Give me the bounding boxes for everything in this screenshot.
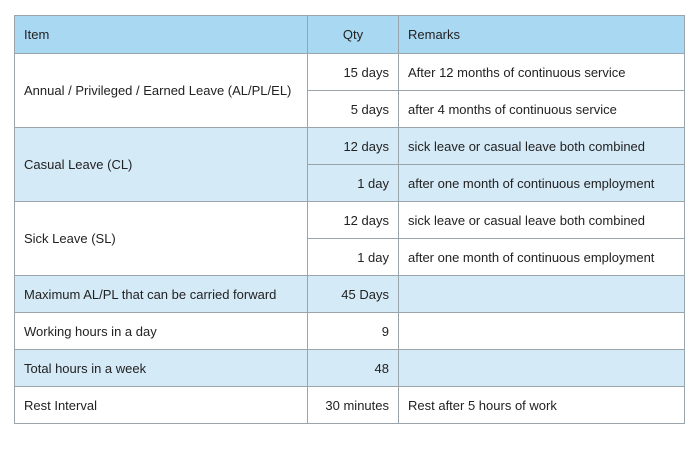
table-row: [15, 54, 685, 91]
remarks-cell: [399, 313, 685, 350]
qty-cell: 1 day: [308, 239, 399, 276]
qty-cell: 9: [308, 313, 399, 350]
leave-policy-table: [14, 15, 685, 424]
qty-cell: 45 Days: [308, 276, 399, 313]
column-header-item: Item: [15, 16, 308, 54]
table-row: [15, 202, 685, 239]
qty-cell: 48: [308, 350, 399, 387]
item-cell: Sick Leave (SL): [15, 202, 308, 276]
remarks-cell: sick leave or casual leave both combined: [399, 202, 685, 239]
leave-policy-table-wrapper: [14, 15, 685, 424]
qty-cell: 30 minutes: [308, 387, 399, 424]
item-cell: Rest Interval: [15, 387, 308, 424]
remarks-cell: after 4 months of continuous service: [399, 91, 685, 128]
remarks-cell: [399, 350, 685, 387]
item-cell: Total hours in a week: [15, 350, 308, 387]
remarks-cell: after one month of continuous employment: [399, 165, 685, 202]
table-row: [15, 276, 685, 313]
item-cell: Casual Leave (CL): [15, 128, 308, 202]
remarks-cell: After 12 months of continuous service: [399, 54, 685, 91]
column-header-remarks: Remarks: [399, 16, 685, 54]
table-row: [15, 128, 685, 165]
qty-cell: 5 days: [308, 91, 399, 128]
remarks-cell: [399, 276, 685, 313]
qty-cell: 15 days: [308, 54, 399, 91]
column-header-qty: Qty: [308, 16, 399, 54]
remarks-cell: after one month of continuous employment: [399, 239, 685, 276]
table-row: [15, 387, 685, 424]
qty-cell: 12 days: [308, 202, 399, 239]
item-cell: Working hours in a day: [15, 313, 308, 350]
item-cell: Annual / Privileged / Earned Leave (AL/PL/EL): [15, 54, 308, 128]
table-header-row: [15, 16, 685, 54]
table-row: [15, 350, 685, 387]
qty-cell: 12 days: [308, 128, 399, 165]
remarks-cell: sick leave or casual leave both combined: [399, 128, 685, 165]
item-cell: Maximum AL/PL that can be carried forward: [15, 276, 308, 313]
table-row: [15, 313, 685, 350]
remarks-cell: Rest after 5 hours of work: [399, 387, 685, 424]
qty-cell: 1 day: [308, 165, 399, 202]
